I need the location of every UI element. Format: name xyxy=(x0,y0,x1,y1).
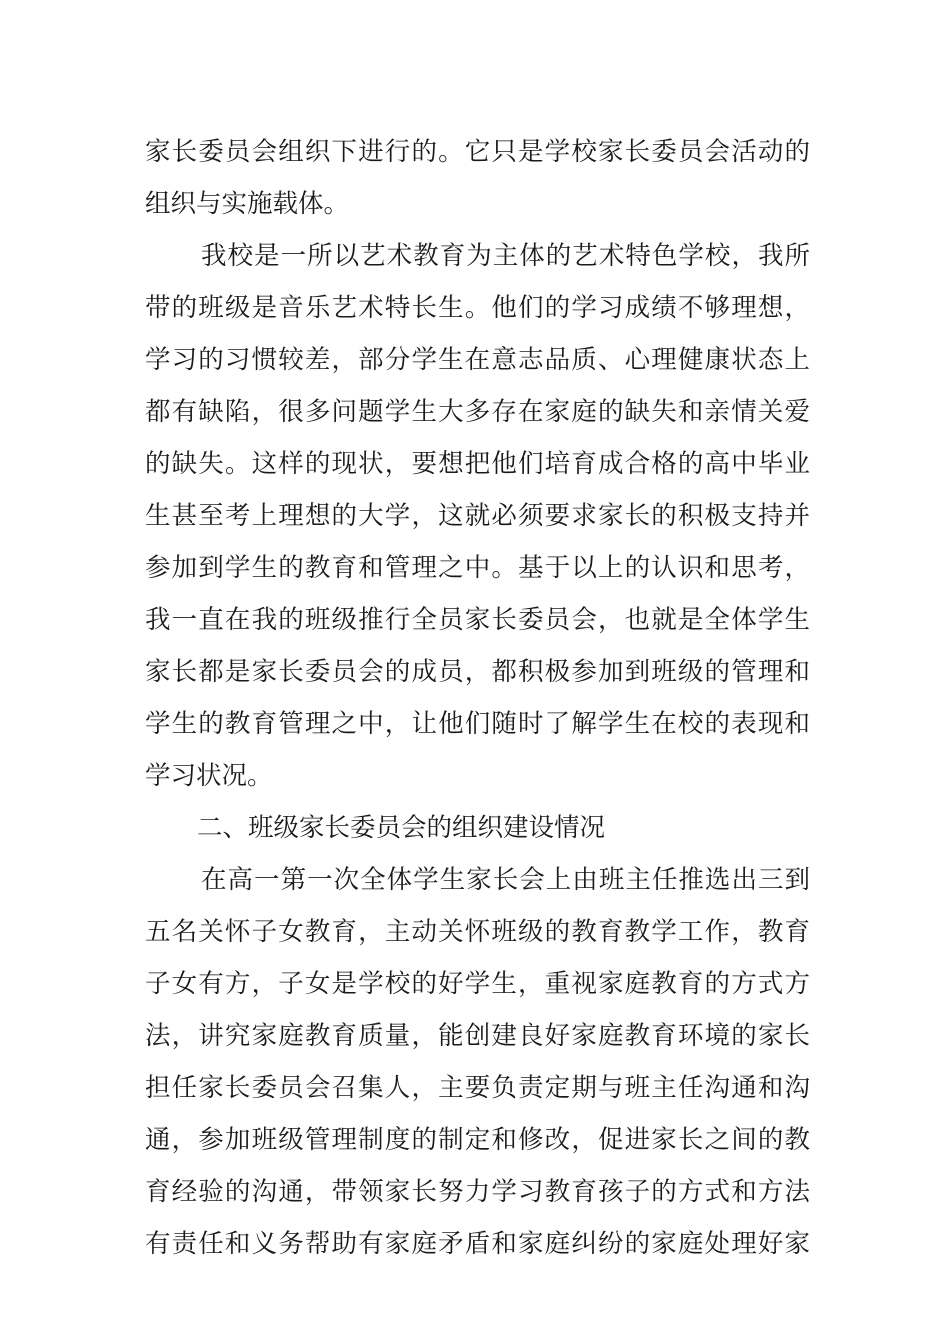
text-line: 生甚至考上理想的大学，这就必须要求家长的积极支持并 xyxy=(145,501,810,531)
text-line: 法，讲究家庭教育质量，能创建良好家庭教育环境的家长 xyxy=(145,1021,810,1051)
text-line: 学习的习惯较差，部分学生在意志品质、心理健康状态上 xyxy=(145,345,810,375)
document-body xyxy=(145,126,810,1270)
text-line: 家长都是家长委员会的成员，都积极参加到班级的管理和 xyxy=(145,657,810,687)
section-heading: 二、班级家长委员会的组织建设情况 xyxy=(197,813,606,843)
text-line: 我一直在我的班级推行全员家长委员会，也就是全体学生 xyxy=(145,605,810,635)
text-line: 都有缺陷，很多问题学生大多存在家庭的缺失和亲情关爱 xyxy=(145,397,810,427)
paragraph-first-line: 在高一第一次全体学生家长会上由班主任推选出三到 xyxy=(201,865,810,895)
text-line: 五名关怀子女教育，主动关怀班级的教育教学工作，教育 xyxy=(145,917,810,947)
text-line: 担任家长委员会召集人，主要负责定期与班主任沟通和沟 xyxy=(145,1073,810,1103)
text-line: 有责任和义务帮助有家庭矛盾和家庭纠纷的家庭处理好家 xyxy=(145,1229,810,1259)
text-line: 的缺失。这样的现状，要想把他们培育成合格的高中毕业 xyxy=(145,449,810,479)
text-line: 通，参加班级管理制度的制定和修改，促进家长之间的教 xyxy=(145,1125,810,1155)
text-line: 子女有方，子女是学校的好学生，重视家庭教育的方式方 xyxy=(145,969,810,999)
text-line: 育经验的沟通，带领家长努力学习教育孩子的方式和方法 xyxy=(145,1177,810,1207)
text-line: 家长委员会组织下进行的。它只是学校家长委员会活动的 xyxy=(145,137,810,167)
text-line: 组织与实施载体。 xyxy=(145,189,350,219)
paragraph-first-line: 我校是一所以艺术教育为主体的艺术特色学校，我所 xyxy=(201,241,810,271)
text-line: 学习状况。 xyxy=(145,761,273,791)
text-line: 参加到学生的教育和管理之中。基于以上的认识和思考， xyxy=(145,553,810,583)
text-line: 学生的教育管理之中，让他们随时了解学生在校的表现和 xyxy=(145,709,810,739)
text-line: 带的班级是音乐艺术特长生。他们的学习成绩不够理想， xyxy=(145,293,810,323)
